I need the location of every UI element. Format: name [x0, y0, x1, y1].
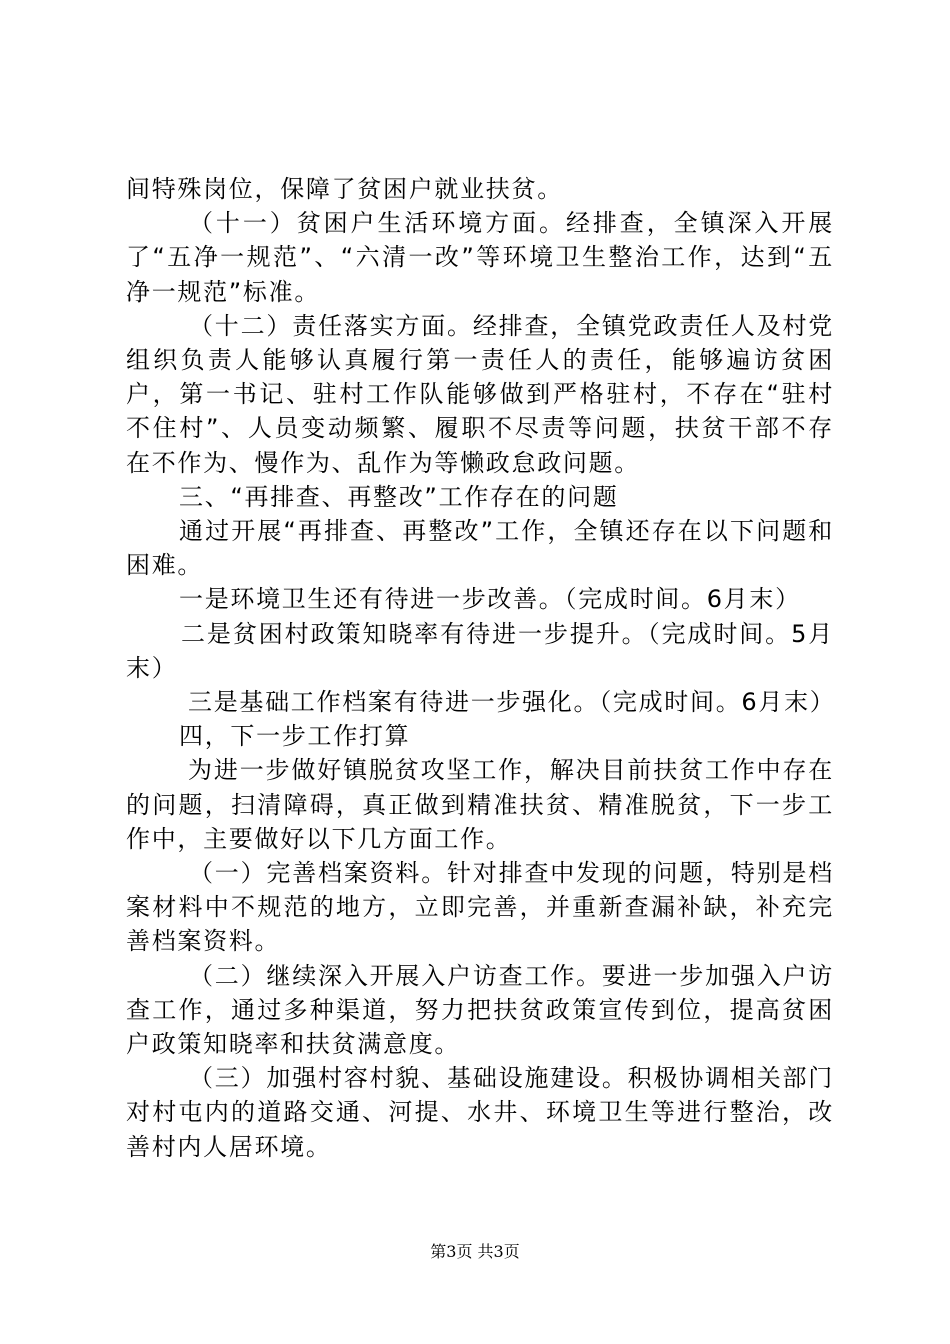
paragraph: 三是基础工作档案有待进一步强化。（完成时间。6月末）	[188, 688, 836, 717]
section-heading: 三、“再排查、再整改”工作存在的问题	[179, 482, 619, 511]
paragraph: （二）继续深入开展入户访查工作。要进一步加强入户访查工作，通过多种渠道，努力把扶贫政策宣传到位，提高贫困户政策知晓率和扶贫满意度。	[126, 961, 834, 1059]
paragraph: （三）加强村容村貌、基础设施建设。积极协调相关部门对村屯内的道路交通、河提、水井、环境卫生等进行整治，改善村内人居环境。	[126, 1064, 834, 1161]
paragraph: 一是环境卫生还有待进一步改善。（完成时间。6月末）	[179, 585, 801, 614]
paragraph: 通过开展“再排查、再整改”工作，全镇还存在以下问题和困难。	[126, 517, 834, 580]
section-heading: 四，下一步工作打算	[179, 722, 411, 751]
paragraph: （十二）责任落实方面。经排查，全镇党政责任人及村党组织负责人能够认真履行第一责任人的责任，能够遍访贫困户，第一书记、驻村工作队能够做到严格驻村，不存在“驻村不住村”、人员变动频繁、履职不尽责等问题，扶贫干部不存在不作为、慢作为、乱作为等懒政怠政问题。	[126, 311, 834, 477]
page-footer: 第3页 共3页	[430, 1242, 520, 1261]
paragraph: （十一）贫困户生活环境方面。经排查，全镇深入开展了“五净一规范”、“六清一改”等环境卫生整治工作，达到“五净一规范”标准。	[126, 209, 834, 306]
paragraph: 二是贫困村政策知晓率有待进一步提升。（完成时间。5月末）	[126, 619, 834, 682]
paragraph: （一）完善档案资料。针对排查中发现的问题，特别是档案材料中不规范的地方，立即完善，并重新查漏补缺，补充完善档案资料。	[126, 859, 834, 956]
document-body	[126, 172, 834, 1164]
paragraph: 为进一步做好镇脱贫攻坚工作，解决目前扶贫工作中存在的问题，扫清障碍，真正做到精准扶贫、精准脱贫，下一步工作中，主要做好以下几方面工作。	[126, 756, 834, 853]
paragraph: 间特殊岗位，保障了贫困户就业扶贫。	[126, 175, 563, 203]
